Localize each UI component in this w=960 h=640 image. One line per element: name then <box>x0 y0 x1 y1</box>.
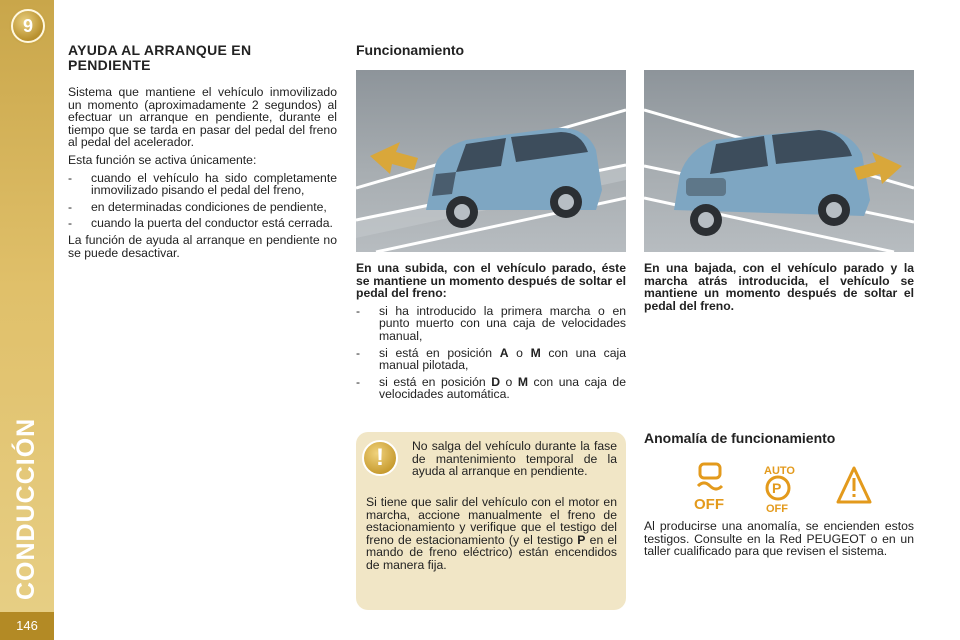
anomalia-body: Al producirse una anomalía, se encienden estos testigos. Consulte en la Red PEUGEOT o en un taller cualificado para que revisen el sistema. <box>644 519 914 559</box>
intro-block <box>68 86 337 264</box>
uphill-car-illustration <box>356 70 626 252</box>
intro-paragraph: Sistema que mantiene el vehículo inmovilizado un momento (aproximadamente 2 segundos) al efectuar un arranque en pendiente, durante el tiempo que se tarda en pasar del pedal del freno al pedal del acelerador. <box>68 85 337 150</box>
esp-off-icon <box>694 464 724 512</box>
funcionamiento-heading: Funcionamiento <box>356 42 465 58</box>
chapter-title: CONDUCCIÓN <box>12 417 40 600</box>
uphill-block <box>356 262 626 405</box>
car-shape <box>426 128 602 228</box>
list-item: - si ha introducido la primera marcha o en punto muerto con una caja de velocidades manual, <box>356 305 626 343</box>
section-title: AYUDA AL ARRANQUE EN PENDIENTE <box>68 42 252 73</box>
activation-lead: Esta función se activa únicamente: <box>68 152 257 167</box>
list-item: - en determinadas condiciones de pendiente, <box>68 201 337 214</box>
svg-text:AUTO: AUTO <box>764 465 795 477</box>
svg-text:P: P <box>772 480 782 496</box>
uphill-caption: En una subida, con el vehículo parado, éste se mantiene un momento después de soltar el pedal del freno: <box>356 261 626 301</box>
svg-text:OFF: OFF <box>694 496 724 512</box>
warning-line2: Si tiene que salir del vehículo con el motor en marcha, accione manualmente el freno de estacionamiento y verifique que el testigo del freno de estacionamiento (y el testigo P en el mando de freno eléctrico) están encendidos de manera fija. <box>366 495 617 572</box>
car-shape <box>674 130 870 236</box>
auto-parking-off-icon <box>764 465 795 512</box>
list-item: - cuando la puerta del conductor está cerrada. <box>68 217 337 230</box>
svg-text:OFF: OFF <box>766 503 788 512</box>
uphill-list <box>356 305 626 401</box>
downhill-caption: En una bajada, con el vehículo parado y la marcha atrás introducida, el vehículo se mantiene un momento después de soltar el pedal del freno. <box>644 261 914 313</box>
downhill-block <box>644 262 914 317</box>
downhill-car-illustration <box>644 70 914 252</box>
list-item: - si está en posición D o M con una caja de velocidades automática. <box>356 376 626 401</box>
chapter-number-badge: 9 <box>11 9 45 43</box>
arrow-left-icon <box>370 142 418 174</box>
activation-list <box>68 172 337 230</box>
warning-line1: No salga del vehículo durante la fase de mantenimiento temporal de la ayuda al arranque en pendiente. <box>412 439 617 479</box>
anomalia-heading: Anomalía de funcionamiento <box>644 430 836 446</box>
page-number: 146 <box>0 612 54 640</box>
warning-exclamation-icon: ! <box>362 440 398 476</box>
list-item: - cuando el vehículo ha sido completamente inmovilizado pisando el pedal del freno, <box>68 172 337 197</box>
list-item: - si está en posición A o M con una caja manual pilotada, <box>356 347 626 372</box>
note-paragraph: La función de ayuda al arranque en pendiente no se puede desactivar. <box>68 232 337 260</box>
warning-lamps <box>694 462 874 517</box>
warning-triangle-icon <box>838 468 870 502</box>
